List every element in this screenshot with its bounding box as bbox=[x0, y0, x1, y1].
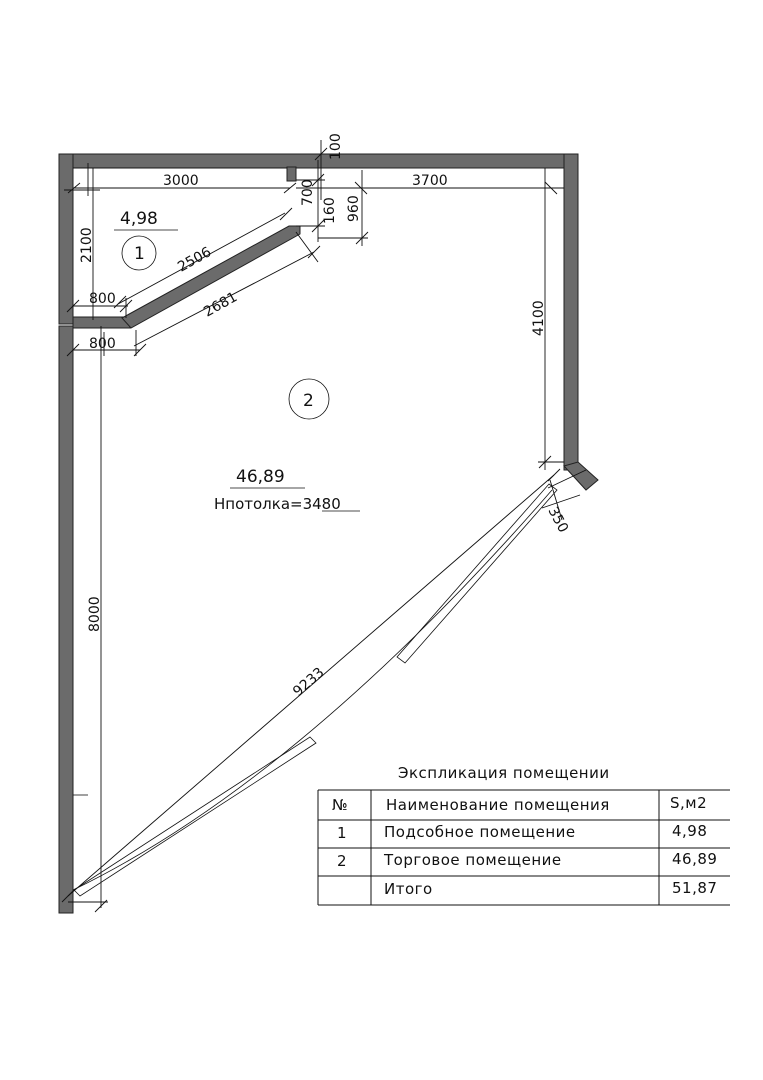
dim-3700: 3700 bbox=[412, 173, 448, 189]
table-header-num: № bbox=[332, 796, 349, 814]
explication-title: Экспликация помещении bbox=[398, 764, 610, 782]
explication-table bbox=[318, 764, 730, 905]
room-2-number: 2 bbox=[303, 391, 314, 411]
svg-text:1: 1 bbox=[337, 824, 348, 842]
room-1-label bbox=[114, 209, 178, 270]
dim-350: 350 bbox=[544, 504, 572, 536]
dim-800-top: 800 bbox=[89, 291, 116, 307]
room-2-area: 46,89 bbox=[236, 467, 285, 487]
table-row bbox=[337, 822, 707, 842]
wall-right-corner bbox=[564, 462, 598, 490]
svg-text:Итого: Итого bbox=[384, 880, 433, 898]
wall-stub bbox=[287, 167, 296, 181]
room-1-area: 4,98 bbox=[120, 209, 158, 229]
room-2-ceiling: Нпотолка=3480 bbox=[214, 495, 341, 513]
door-leaf-lower bbox=[74, 737, 316, 896]
room-2-label bbox=[214, 379, 360, 513]
dim-4100: 4100 bbox=[531, 300, 547, 336]
dim-2506: 2506 bbox=[175, 244, 215, 276]
dim-2100: 2100 bbox=[79, 227, 95, 263]
partition-horizontal bbox=[73, 317, 130, 328]
dim-160: 160 bbox=[322, 197, 338, 224]
door-leaf-upper bbox=[397, 484, 557, 663]
dim-2681: 2681 bbox=[201, 289, 241, 321]
svg-text:46,89: 46,89 bbox=[672, 850, 718, 868]
dim-700: 700 bbox=[300, 179, 316, 206]
svg-text:2: 2 bbox=[337, 852, 348, 870]
wall-left-upper bbox=[59, 154, 73, 324]
wall-left-lower bbox=[59, 326, 73, 913]
dim-9233: 9233 bbox=[290, 664, 328, 701]
dim-960: 960 bbox=[346, 195, 362, 222]
table-row bbox=[337, 850, 717, 870]
table-header-area: S,м2 bbox=[670, 794, 708, 812]
table-header-name: Наименование помещения bbox=[386, 796, 610, 814]
wall-right bbox=[564, 154, 578, 470]
room-1-number: 1 bbox=[134, 244, 145, 264]
dim-3000: 3000 bbox=[163, 173, 199, 189]
dim-100: 100 bbox=[328, 133, 344, 160]
dim-8000: 8000 bbox=[87, 596, 103, 632]
svg-text:51,87: 51,87 bbox=[672, 879, 718, 897]
table-row bbox=[384, 879, 717, 898]
svg-text:Торговое помещение: Торговое помещение bbox=[384, 851, 562, 869]
svg-text:4,98: 4,98 bbox=[672, 822, 708, 840]
dim-800-bottom: 800 bbox=[89, 336, 116, 352]
svg-text:Подсобное помещение: Подсобное помещение bbox=[384, 823, 576, 841]
